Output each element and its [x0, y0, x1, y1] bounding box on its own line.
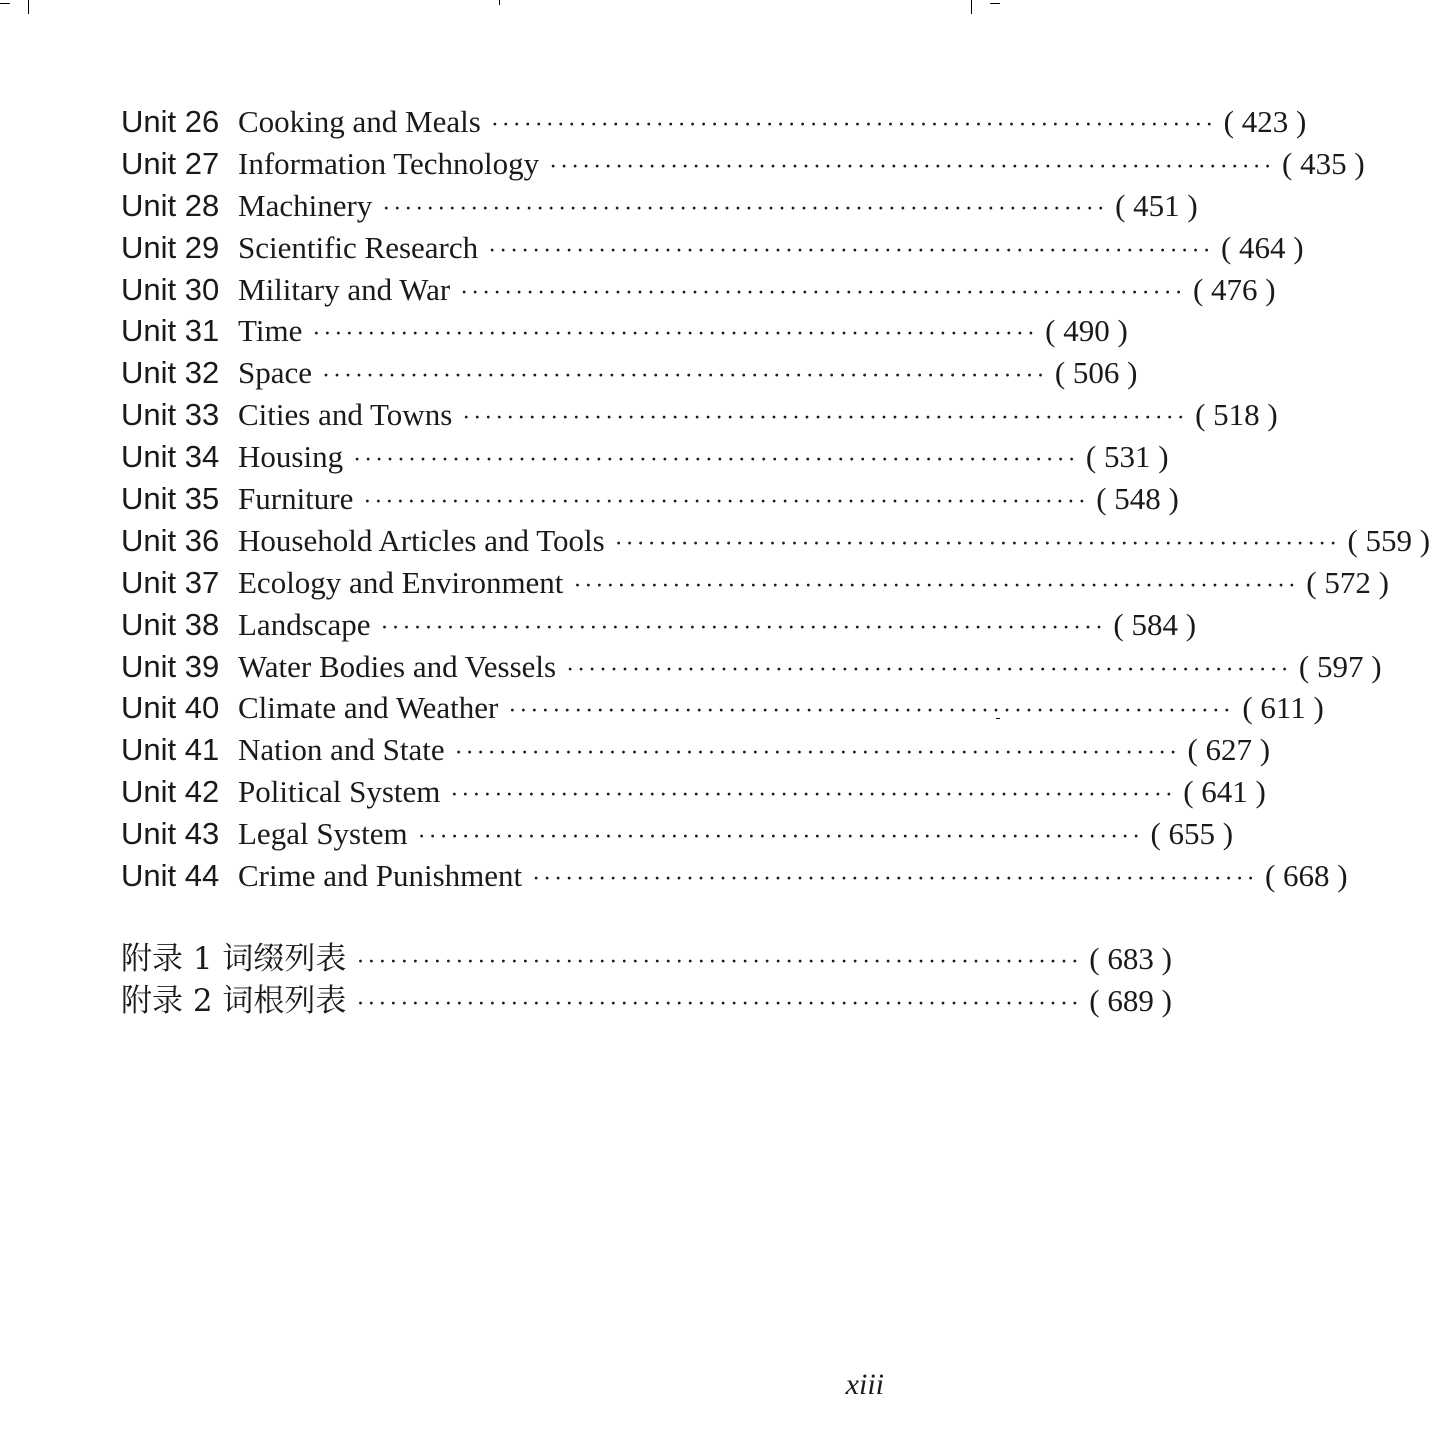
- page-reference: ( 641 ): [1183, 774, 1266, 810]
- unit-title: Crime and Punishment: [238, 858, 523, 894]
- page-reference: ( 611 ): [1242, 690, 1324, 726]
- toc-entry: [121, 771, 1266, 813]
- toc-entry: [121, 478, 1179, 520]
- page-reference: ( 435 ): [1282, 145, 1365, 181]
- table-of-contents: [121, 101, 1430, 897]
- toc-entry: [121, 269, 1276, 311]
- dot-leader: ··································································: [454, 740, 1181, 767]
- page-reference: ( 548 ): [1096, 481, 1179, 517]
- unit-label: Unit 28: [121, 187, 220, 223]
- unit-title: Landscape: [238, 606, 371, 642]
- dot-leader: ··································································: [417, 824, 1144, 851]
- unit-label: Unit 30: [121, 271, 220, 307]
- toc-entry: [121, 436, 1169, 478]
- appendix-title: 附录 2 词根列表: [121, 983, 347, 1019]
- dot-leader: ··································································: [363, 489, 1089, 516]
- toc-entry: [121, 185, 1198, 227]
- unit-title: Space: [238, 355, 313, 391]
- crop-mark-top-center: [499, 0, 500, 5]
- toc-entry: [121, 729, 1271, 771]
- unit-title: Legal System: [238, 816, 408, 852]
- unit-label: Unit 35: [121, 481, 220, 517]
- unit-label: Unit 27: [121, 145, 220, 181]
- unit-title: Scientific Research: [238, 229, 479, 265]
- toc-entry: [121, 520, 1430, 562]
- page-reference: ( 683 ): [1089, 941, 1172, 976]
- dot-leader: ··································································: [573, 572, 1299, 599]
- dot-leader: ··································································: [488, 237, 1214, 264]
- appendix-list: [121, 938, 1172, 1022]
- unit-label: Unit 33: [121, 397, 220, 433]
- unit-label: Unit 38: [121, 606, 220, 642]
- toc-entry: [121, 310, 1128, 352]
- unit-title: Household Articles and Tools: [238, 522, 605, 558]
- unit-label: Unit 39: [121, 648, 220, 684]
- toc-entry: [121, 394, 1278, 436]
- toc-entry: [121, 813, 1234, 855]
- toc-entry: [121, 562, 1389, 604]
- page-reference: ( 476 ): [1192, 271, 1276, 307]
- unit-label: Unit 31: [121, 313, 220, 349]
- page-reference: ( 584 ): [1113, 606, 1197, 642]
- dot-leader: ··································································: [532, 866, 1258, 893]
- dot-leader: ··································································: [614, 530, 1341, 557]
- unit-title: Climate and Weather: [238, 690, 499, 726]
- page-reference: ( 597 ): [1298, 648, 1382, 684]
- page-reference: ( 464 ): [1220, 229, 1304, 265]
- dot-leader: ··································································: [356, 991, 1082, 1017]
- unit-title: Time: [238, 313, 303, 349]
- unit-title: Nation and State: [238, 732, 445, 768]
- toc-entry: [121, 604, 1197, 646]
- unit-label: Unit 29: [121, 229, 220, 265]
- appendix-entry: [121, 980, 1172, 1022]
- unit-title: Political System: [238, 774, 441, 810]
- page-reference: ( 490 ): [1045, 313, 1128, 349]
- toc-entry: [121, 227, 1304, 269]
- unit-title: Housing: [238, 439, 344, 475]
- toc-entry: [121, 855, 1348, 897]
- unit-label: Unit 36: [121, 522, 220, 558]
- unit-label: Unit 32: [121, 355, 220, 391]
- crop-mark-top-right-horizontal: [990, 3, 1000, 4]
- unit-title: Ecology and Environment: [238, 564, 564, 600]
- dot-leader: ··································································: [450, 782, 1176, 809]
- dot-leader: ··································································: [549, 153, 1275, 180]
- dot-leader: ··································································: [353, 447, 1079, 474]
- page-reference: ( 451 ): [1115, 187, 1198, 223]
- unit-title: Cooking and Meals: [238, 104, 481, 139]
- unit-title: Water Bodies and Vessels: [238, 648, 557, 684]
- page-reference: ( 531 ): [1085, 439, 1169, 475]
- dot-leader: ··································································: [312, 321, 1038, 348]
- unit-label: Unit 41: [121, 732, 220, 768]
- dot-leader: ··································································: [462, 405, 1188, 432]
- toc-entry: [121, 101, 1307, 143]
- toc-entry: [121, 687, 1324, 729]
- page-number: xiii: [845, 1368, 884, 1401]
- unit-label: Unit 26: [121, 104, 220, 139]
- crop-mark-top-right-vertical: [971, 0, 972, 14]
- toc-entry: [121, 143, 1365, 185]
- toc-entry: [121, 352, 1138, 394]
- appendix-entry: [121, 938, 1172, 980]
- unit-label: Unit 42: [121, 774, 220, 810]
- dot-leader: ··································································: [382, 195, 1108, 222]
- unit-label: Unit 44: [121, 858, 220, 894]
- unit-title: Cities and Towns: [238, 397, 453, 433]
- unit-title: Information Technology: [238, 145, 540, 181]
- dot-leader: ··································································: [460, 279, 1186, 306]
- crop-mark-top-left-vertical: [28, 0, 29, 14]
- page-reference: ( 655 ): [1150, 816, 1234, 852]
- appendix-title: 附录 1 词缀列表: [121, 941, 347, 977]
- unit-label: Unit 37: [121, 564, 220, 600]
- unit-label: Unit 34: [121, 439, 220, 475]
- page-reference: ( 572 ): [1306, 564, 1389, 600]
- unit-label: Unit 40: [121, 690, 220, 726]
- page-reference: ( 506 ): [1054, 355, 1138, 391]
- page-reference: ( 668 ): [1264, 858, 1348, 894]
- toc-entry: [121, 646, 1382, 688]
- crop-mark-top-left-horizontal: [0, 3, 10, 4]
- dot-leader: ··································································: [490, 112, 1217, 138]
- unit-title: Furniture: [238, 481, 354, 517]
- dot-leader: ··································································: [566, 656, 1292, 683]
- dot-leader: ··································································: [356, 949, 1082, 975]
- dot-leader: ··································································: [322, 363, 1048, 390]
- page-reference: ( 518 ): [1195, 397, 1278, 433]
- page-reference: ( 627 ): [1187, 732, 1271, 768]
- dot-leader: ··································································: [508, 698, 1234, 725]
- dot-leader: ··································································: [380, 614, 1107, 641]
- unit-title: Military and War: [238, 271, 451, 307]
- unit-title: Machinery: [238, 187, 373, 223]
- page-reference: ( 423 ): [1223, 104, 1307, 139]
- page-reference: ( 689 ): [1089, 983, 1172, 1018]
- unit-label: Unit 43: [121, 816, 220, 852]
- page-reference: ( 559 ): [1347, 522, 1430, 558]
